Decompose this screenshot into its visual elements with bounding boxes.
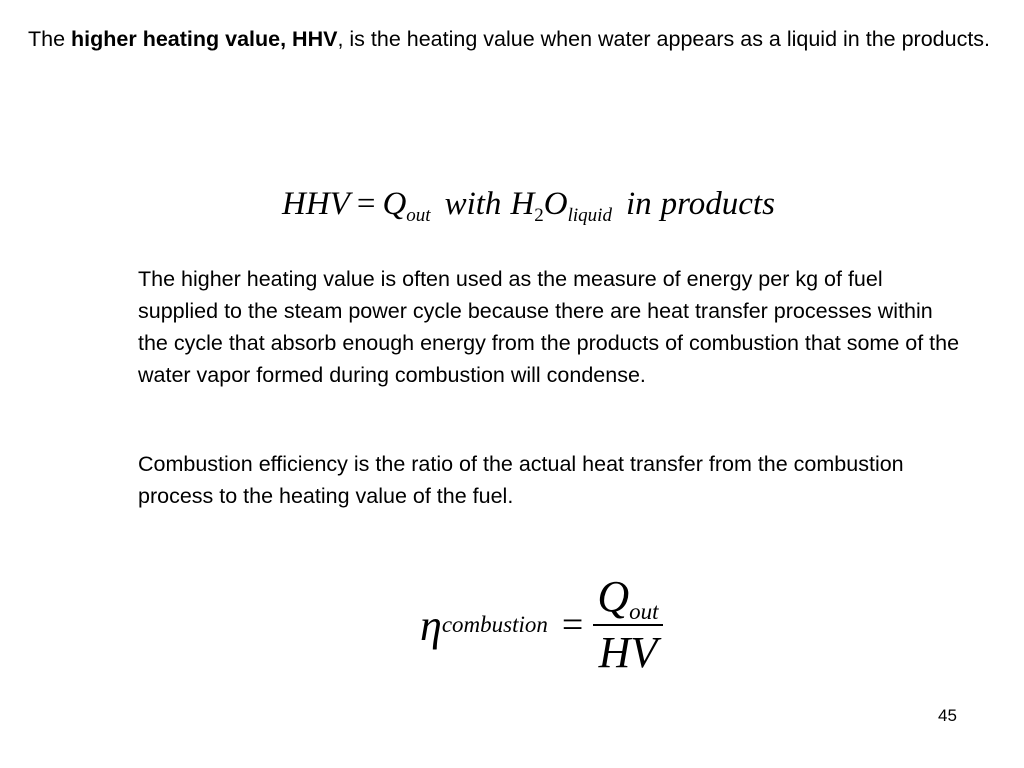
products-word: products [660, 186, 775, 222]
in-word: in [625, 186, 652, 222]
o-subscript: liquid [567, 205, 612, 226]
h-symbol: H [510, 186, 535, 222]
intro-text [28, 24, 1003, 55]
intro-prefix: The [28, 27, 72, 51]
hhv-explanation-paragraph: The higher heating value is often used as the measure of energy per kg of fuel supplied to the steam power cycle because there are heat transfer processes within the cycle that absorb enough energy from the products of combustion that some of the water vapor formed during combustion will condense. [138, 267, 960, 387]
q-subscript: out [406, 205, 431, 226]
fraction-denominator: HV [598, 628, 658, 677]
o-symbol: O [543, 186, 568, 222]
combustion-efficiency-paragraph: Combustion efficiency is the ratio of the actual heat transfer from the combustion process to the heating value of the fuel. [138, 452, 904, 508]
with-word: with [444, 186, 502, 222]
numerator-q: Q [597, 572, 630, 621]
fraction-bar [593, 624, 662, 626]
hhv-equation [282, 182, 775, 226]
h-subscript: 2 [534, 205, 544, 226]
page-number: 45 [938, 706, 957, 725]
equals-sign: = [356, 186, 376, 222]
hhv-symbol: HHV [282, 186, 350, 222]
intro-bold-term: higher heating value, HHV [71, 27, 338, 51]
numerator-subscript: out [629, 599, 659, 624]
eta-symbol: η [420, 600, 442, 650]
q-symbol: Q [382, 186, 407, 222]
equals-sign: = [561, 604, 584, 646]
fraction [593, 572, 662, 678]
fraction-numerator [593, 572, 662, 622]
combustion-efficiency-equation: η combustion = $\frac{Q_{out}}{HV}$ [420, 570, 663, 680]
intro-suffix: , is the heating value when water appears as a liquid in the products. [337, 27, 991, 51]
